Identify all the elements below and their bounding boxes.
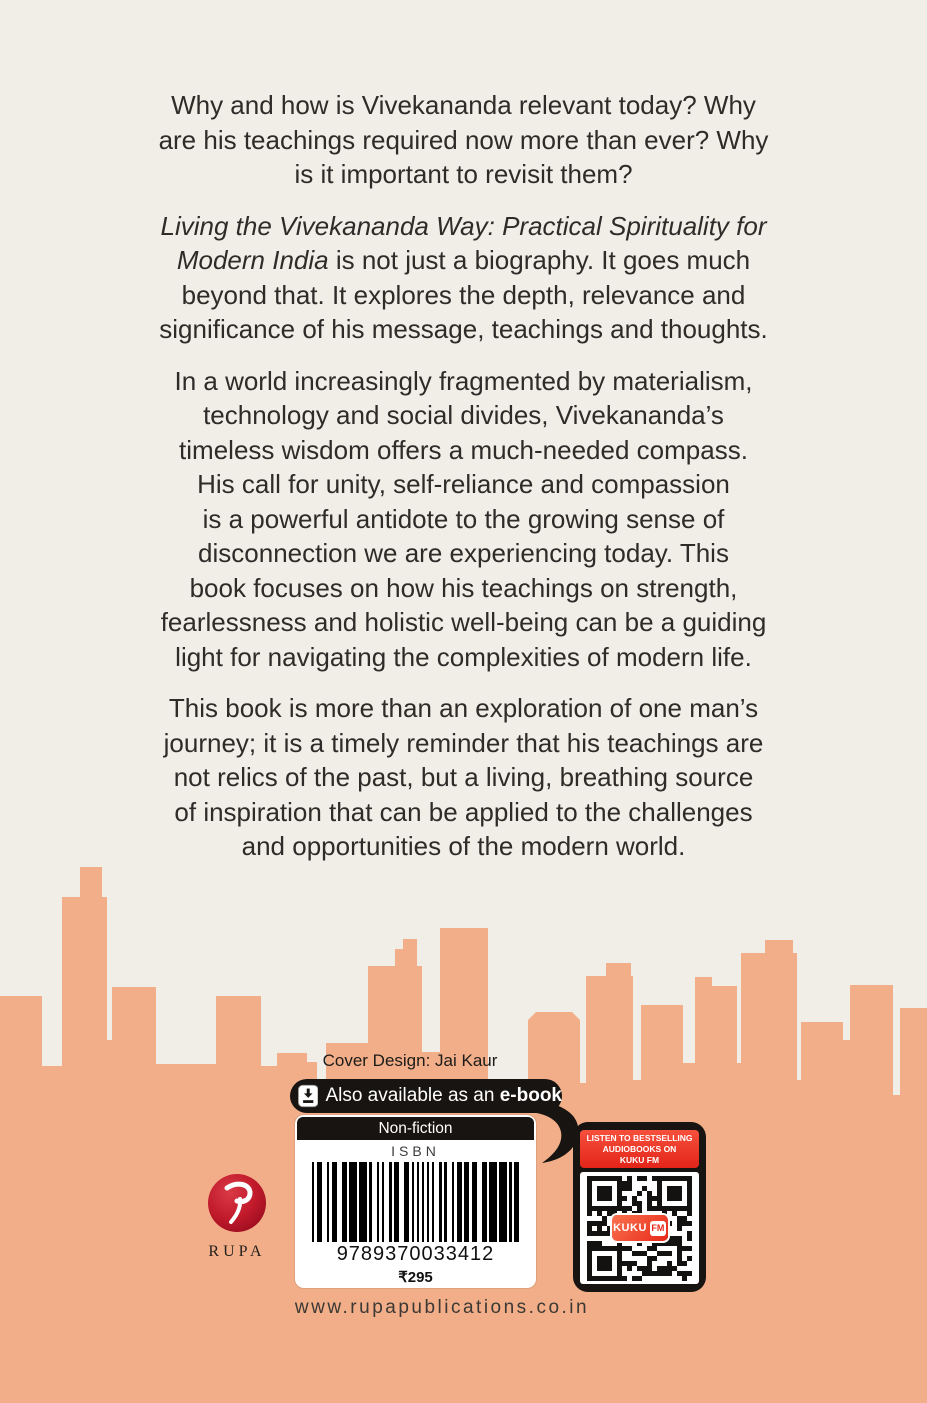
- ebook-badge-text: Also available as an: [325, 1085, 500, 1106]
- kuku-banner-line: LISTEN TO BESTSELLING: [586, 1133, 693, 1143]
- ebook-badge-text-bold: e-book: [499, 1085, 562, 1106]
- rupa-logo: [200, 1173, 274, 1261]
- kuku-logo-fm: FM: [650, 1221, 666, 1236]
- blurb: [0, 88, 927, 881]
- price-label: ₹295: [398, 1269, 433, 1286]
- blurb-paragraph: In a world increasingly fragmented by materialism, technology and social divides, Vivekananda’s timeless wisdom offers a much-needed compass. His call for unity, self-reliance and compassion is a powerful antidote to the growing sense of disconnection we are experiencing today. This book focuses on how his teachings on strength, fearlessness and holistic well-being can be a guiding light for navigating the complexities of modern life.: [160, 365, 767, 672]
- kuku-banner: [580, 1130, 699, 1168]
- cover-design-credit: Cover Design: Jai Kaur: [322, 1051, 498, 1070]
- ebook-badge-label: [325, 1085, 562, 1107]
- ebook-badge: [290, 1079, 562, 1113]
- barcode: [311, 1162, 520, 1242]
- kuku-banner-line: KUKU FM: [619, 1155, 660, 1165]
- isbn-label: ISBN: [391, 1143, 440, 1159]
- category-bar: Non-fiction: [297, 1117, 534, 1140]
- rupa-wordmark: RUPA: [208, 1243, 266, 1260]
- blurb-paragraph: This book is more than an exploration of one man’s journey; it is a timely reminder that his teachings are not relics of the past, but a living, breathing source of inspiration that can be applied to the challenges and opportunities of the modern world.: [163, 693, 764, 861]
- download-icon: [298, 1084, 318, 1108]
- kuku-logo-text: KUKU: [613, 1222, 647, 1234]
- barcode-panel: [295, 1115, 536, 1288]
- rupa-logo-icon: [207, 1173, 267, 1233]
- kuku-banner-line: AUDIOBOOKS ON: [602, 1144, 677, 1154]
- qr-code: [580, 1172, 699, 1284]
- website-url: www.rupapublications.co.in: [294, 1297, 590, 1318]
- kuku-fm-panel: [573, 1122, 706, 1292]
- kuku-fm-logo: [612, 1215, 668, 1241]
- isbn-number: 9789370033412: [336, 1243, 495, 1265]
- blurb-paragraph: Why and how is Vivekananda relevant today? Why are his teachings required now more than ever? Why is it important to revisit them?: [158, 90, 769, 189]
- blurb-paragraph: Living the Vivekananda Way: Practical Spirituality for Modern India is not just a biography. It goes much beyond that. It explores the depth, relevance and significance of his message, teachings and thoughts.: [159, 210, 768, 344]
